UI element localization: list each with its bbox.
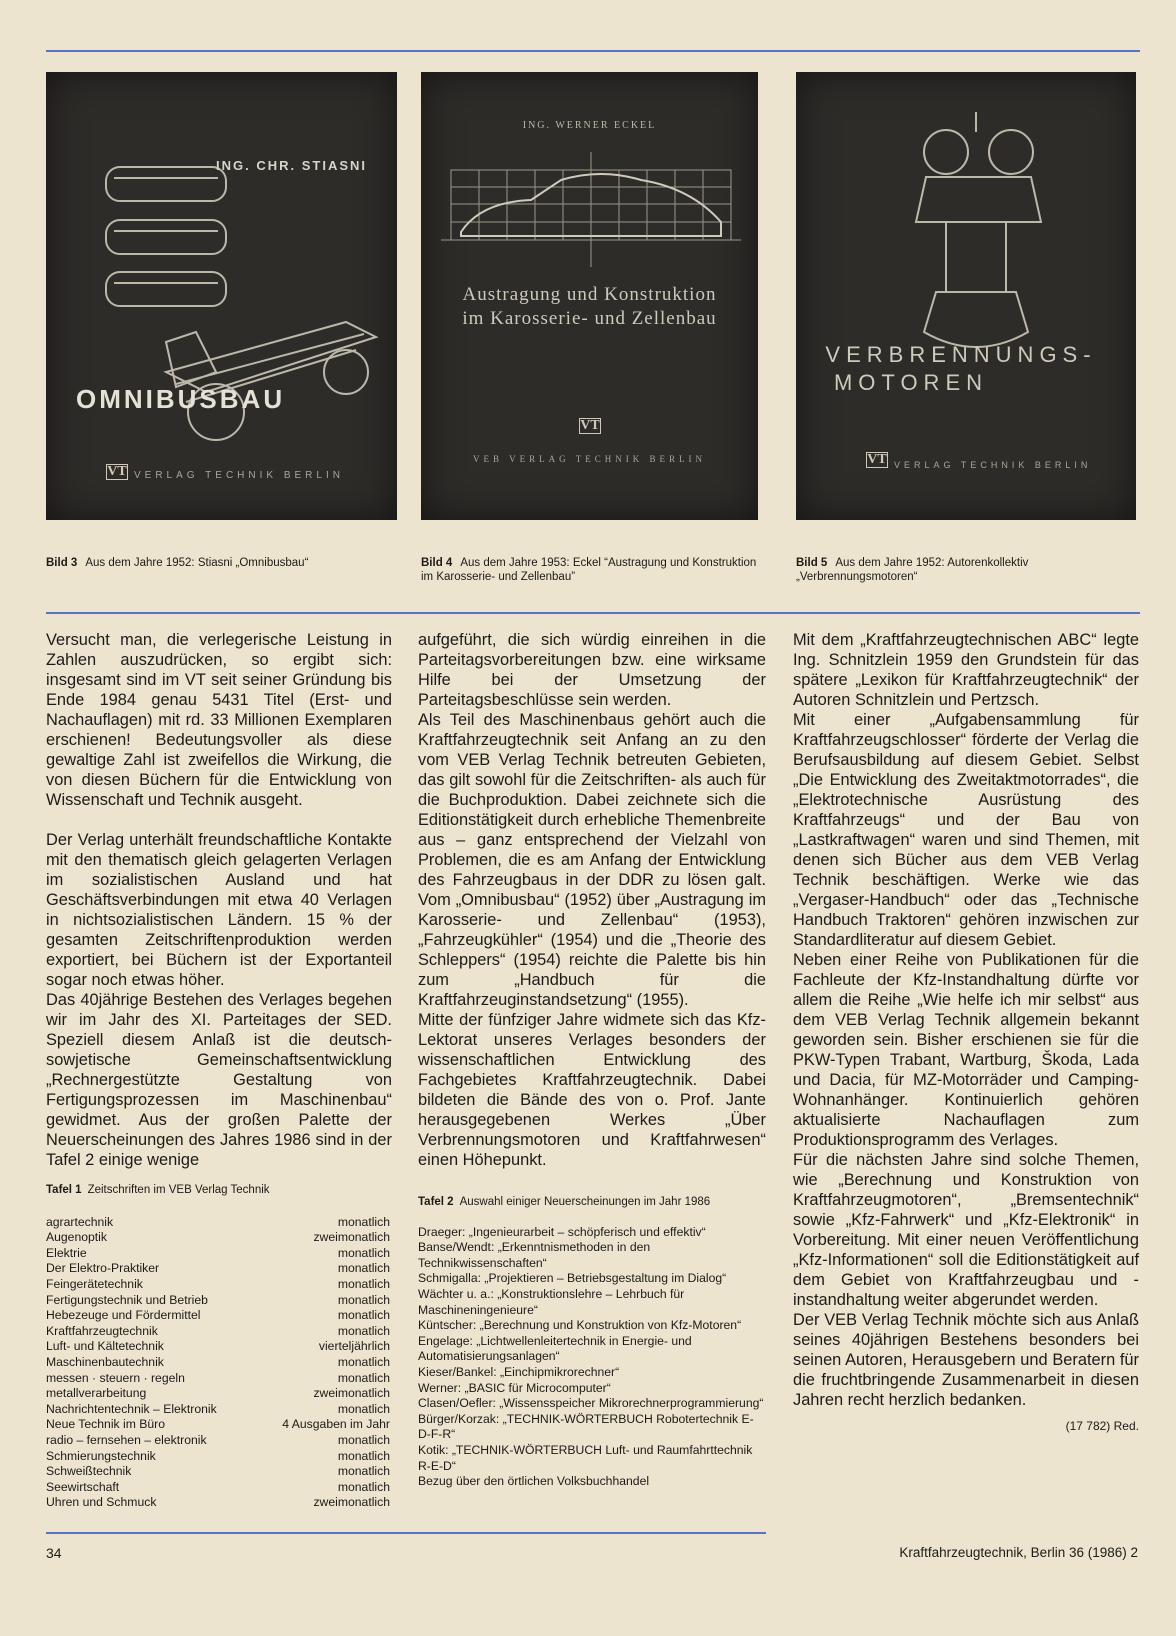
cover-title-line2: im Karosserie- und Zellenbau: [462, 308, 717, 329]
table-row: [46, 1371, 390, 1387]
paragraph: Mitte der fünfziger Jahre widmete sich das Kfz-Lektorat unseres Verlages besonders der wissenschaftlichen Entwicklung des Fachgebietes Kraftfahrzeugtechnik. Dabei bildeten die Bände des von o. Prof. Jante herausgegebenen Werkes „Über Verbrennungsmotoren und Kraftfahrwesen“ einen Höhepunkt.: [418, 1011, 766, 1169]
journal-frequency: monatlich: [337, 1292, 390, 1307]
journal-frequency: monatlich: [337, 1323, 390, 1338]
journal-name: Neue Technik im Büro: [46, 1417, 165, 1432]
paragraph: Der Verlag unterhält freundschaftliche Kontakte mit den thematisch gleich gelagerten Verlagen im sozialistischen Ausland und hat Geschäftsverbindungen mit etwa 40 Verlagen in nichtsozialistischen Ländern. 15 % der gesamten Zeitschriftenproduktion werden exportiert, bei Büchern ist der Exportanteil sogar noch etwas höher.: [46, 831, 392, 989]
list-item: Wächter u. a.: „Konstruktionslehre – Lehrbuch für Maschineningenieure“: [418, 1286, 685, 1317]
table-row: [46, 1261, 390, 1277]
paragraph: Neben einer Reihe von Publikationen für die Fachleute der Kfz-Instandhaltung dürfte vor allem die Reihe „Wie helfe ich mir selbst“ aus dem VEB Verlag Technik allgemein bekannt geworden sein. Bisher erschienen sie für die PKW-Typen Trabant, Wartburg, Škoda, Lada und Dacia, für MZ-Motorräder und Camping-Wohnanhänger. Kontinuierlich gehören aktualisierte Nachauflagen zum Produktionsprogramm des Verlages.: [793, 951, 1139, 1149]
vt-logo-icon: VT: [107, 464, 127, 479]
journal-name: messen · steuern · regeln: [46, 1370, 185, 1385]
tafel-1-table: [46, 1183, 390, 1511]
table-row: [46, 1293, 390, 1309]
paragraph: aufgeführt, die sich würdig einreihen in die Parteitagsvorbereitungen bzw. eine wirksame Hilfe bei der Umsetzung der Parteitagsbeschlüsse sein werden.: [418, 631, 766, 709]
journal-frequency: monatlich: [337, 1370, 390, 1385]
journal-name: Elektrie: [46, 1245, 87, 1260]
journal-frequency: 4 Ausgaben im Jahr: [282, 1417, 390, 1432]
table-row: [46, 1386, 390, 1402]
journal-name: Nachrichtentechnik – Elektronik: [46, 1401, 217, 1416]
paragraph: Der VEB Verlag Technik möchte sich aus Anlaß seines 40jährigen Bestehens besonders bei seinen Autoren, Herausgebern und Beratern für die fruchtbringende Zusammenarbeit in diesen Jahren recht herzlich bedanken.: [793, 1311, 1139, 1409]
middle-rule: [46, 612, 1140, 614]
book-cover-omnibusbau: [46, 72, 397, 520]
figure-caption-4: [421, 556, 758, 584]
list-item: Kieser/Bankel: „Einchipmikrorechner“: [418, 1364, 620, 1379]
table-row: [46, 1480, 390, 1496]
list-item: Bezug über den örtlichen Volksbuchhandel: [418, 1474, 650, 1489]
journal-frequency: zweimonatlich: [313, 1495, 390, 1510]
table-row: [46, 1464, 390, 1480]
caption-text: Aus dem Jahre 1952: Autorenkollektiv „Verbrennungsmotoren“: [796, 557, 1029, 583]
list-item: Bürger/Korzak: „TECHNIK-WÖRTERBUCH Robotertechnik E-D-F-R“: [418, 1411, 754, 1442]
caption-label: Bild 4: [421, 557, 453, 569]
journal-reference: Kraftfahrzeugtechnik, Berlin 36 (1986) 2: [899, 1545, 1138, 1560]
cover-publisher: VEB VERLAG TECHNIK BERLIN: [473, 454, 706, 464]
table-row: [46, 1355, 390, 1371]
paragraph: Für die nächsten Jahre sind solche Themen, wie „Berechnung und Konstruktion von Kraftfahrzeugmotoren“, „Bremsentechnik“ sowie „Kfz-Fahrwerk“ und „Kfz-Elektronik“ in Vorbereitung. Mit einer neuen Veröffentlichung „Kfz-Informationen“ soll die Editionstätigkeit auf dem Gebiet von Kraftfahrzeugbau und -instandhaltung weiter abgerundet werden.: [793, 1151, 1139, 1309]
cover-author: ING. CHR. STIASNI: [216, 158, 368, 173]
list-item: Clasen/Oefler: „Wissensspeicher Mikrorechnerprogrammierung“: [418, 1396, 764, 1411]
table-label: Tafel 2: [418, 1196, 454, 1208]
journal-frequency: monatlich: [337, 1448, 390, 1463]
figure-caption-3: [46, 556, 396, 570]
cover-author: ING. WERNER ECKEL: [522, 120, 657, 131]
text-column-2: [418, 630, 766, 1170]
cover-title-line2: MOTOREN: [833, 370, 989, 395]
paragraph: Das 40jährige Bestehen des Verlages begehen wir im Jahr des XI. Parteitages der SED. Speziell diesem Anlaß ist die deutsch-sowjetische Gemeinschaftsentwicklung „Rechnergestützte Gestaltung von Fertigungsprozessen im Maschinenbau“ gewidmet. Aus der großen Palette der Neuerscheinungen des Jahres 1986 sind in der Tafel 2 einige wenige: [46, 991, 392, 1169]
page-number: 34: [46, 1545, 62, 1561]
signature: (17 782) Red.: [1065, 1419, 1139, 1433]
journal-frequency: zweimonatlich: [313, 1386, 390, 1401]
journal-frequency: monatlich: [337, 1464, 390, 1479]
journal-name: Der Elektro-Praktiker: [46, 1261, 160, 1276]
table-row: [46, 1495, 390, 1511]
journal-frequency: monatlich: [337, 1308, 390, 1323]
table-row: [46, 1277, 390, 1293]
journal-name: Seewirtschaft: [46, 1479, 120, 1494]
text-column-3: [793, 630, 1139, 1436]
journal-name: Luft- und Kältetechnik: [46, 1339, 164, 1354]
table-rows: [46, 1215, 390, 1511]
caption-text: Aus dem Jahre 1953: Eckel “Austragung und Konstruktion im Karosserie- und Zellenbau”: [421, 557, 757, 583]
table-row: [46, 1402, 390, 1418]
journal-frequency: monatlich: [337, 1401, 390, 1416]
text-column-1: [46, 630, 392, 1170]
journal-frequency: monatlich: [337, 1354, 390, 1369]
table-label: Tafel 1: [46, 1184, 82, 1196]
journal-name: Maschinenbautechnik: [46, 1354, 164, 1369]
journal-frequency: monatlich: [337, 1276, 390, 1291]
list-item: Küntscher: „Berechnung und Konstruktion von Kfz-Motoren“: [418, 1318, 742, 1333]
journal-frequency: monatlich: [337, 1261, 390, 1276]
list-item: Kotik: „TECHNIK-WÖRTERBUCH Luft- und Raumfahrttechnik R-E-D“: [418, 1442, 753, 1473]
journal-name: Uhren und Schmuck: [46, 1495, 157, 1510]
table-row: [46, 1230, 390, 1246]
paragraph: Als Teil des Maschinenbaus gehört auch die Kraftfahrzeugtechnik seit Anfang an zu den vom VEB Verlag Technik betreuten Gebieten, das gilt sowohl für die Zeitschriften- als auch für die Buchproduktion. Dabei zeichnete sich die Editionstätigkeit durch erhebliche Themenbreite aus – ganz entsprechend der Vielzahl von Problemen, die es am Anfang der Entwicklung des Fahrzeugbaus in der DDR zu lösen galt. Vom „Omnibusbau“ (1952) über „Austragung im Karosserie- und Zellenbau“ (1953), „Fahrzeugkühler“ (1954) und die „Theorie des Schleppers“ (1954) reichte die Palette bis hin zum „Handbuch für die Kraftfahrzeuginstandsetzung“ (1955).: [418, 711, 766, 1009]
journal-name: Hebezeuge und Fördermittel: [46, 1308, 201, 1323]
list-item: Banse/Wendt: „Erkenntnismethoden in den Technikwissenschaften“: [418, 1240, 651, 1270]
list-item: Schmigalla: „Projektieren – Betriebsgestaltung im Dialog“: [418, 1271, 727, 1286]
table-row: [46, 1246, 390, 1262]
table-row: [46, 1449, 390, 1465]
bottom-rule: [46, 1532, 766, 1534]
list-item: Engelage: „Lichtwellenleitertechnik in Energie- und Automatisierungsanlagen“: [418, 1333, 692, 1364]
journal-name: radio – fernsehen – elektronik: [46, 1432, 207, 1447]
table-title-text: Zeitschriften im VEB Verlag Technik: [87, 1184, 270, 1196]
caption-label: Bild 3: [46, 557, 78, 569]
table-title-text: Auswahl einiger Neuerscheinungen im Jahr 1986: [459, 1196, 711, 1208]
cover-publisher: VERLAG TECHNIK BERLIN: [134, 470, 344, 481]
top-rule: [46, 50, 1140, 52]
caption-label: Bild 5: [796, 557, 828, 569]
caption-text: Aus dem Jahre 1952: Stiasni „Omnibusbau“: [85, 557, 309, 569]
journal-frequency: monatlich: [337, 1432, 390, 1447]
tafel-2-list: [418, 1195, 764, 1490]
journal-frequency: monatlich: [337, 1214, 390, 1229]
paragraph: Mit dem „Kraftfahrzeugtechnischen ABC“ legte Ing. Schnitzlein 1959 den Grundstein für das spätere „Lexikon für Kraftfahrzeugtechnik“ der Autoren Schnitzlein und Pertzsch.: [793, 631, 1139, 709]
journal-name: Feingerätetechnik: [46, 1276, 143, 1291]
table-row: [46, 1417, 390, 1433]
cover-publisher: VERLAG TECHNIK BERLIN: [894, 460, 1092, 470]
vt-logo-icon: VT: [580, 418, 600, 433]
journal-name: Schmierungstechnik: [46, 1448, 156, 1463]
list-item: Draeger: „Ingenieurarbeit – schöpferisch und effektiv“: [418, 1224, 706, 1239]
cover-title-line1: VERBRENNUNGS-: [825, 342, 1097, 367]
journal-frequency: monatlich: [337, 1479, 390, 1494]
table-title: [418, 1195, 764, 1211]
journal-name: Kraftfahrzeugtechnik: [46, 1323, 158, 1338]
table-title: [46, 1183, 390, 1199]
bus-chassis-illustration: [46, 72, 397, 520]
book-cover-karosseriebau: [421, 72, 758, 520]
journal-frequency: vierteljährlich: [318, 1339, 390, 1354]
table-row: [46, 1339, 390, 1355]
table-row: [46, 1324, 390, 1340]
table-row: [46, 1433, 390, 1449]
cover-title: OMNIBUSBAU: [76, 384, 286, 414]
journal-frequency: monatlich: [337, 1245, 390, 1260]
list-entries: [418, 1225, 764, 1490]
table-row: [46, 1215, 390, 1231]
journal-name: metallverarbeitung: [46, 1386, 147, 1401]
journal-frequency: zweimonatlich: [313, 1230, 390, 1245]
table-row: [46, 1308, 390, 1324]
journal-name: Fertigungstechnik und Betrieb: [46, 1292, 208, 1307]
book-cover-verbrennungsmotoren: [796, 72, 1136, 520]
journal-name: Augenoptik: [46, 1230, 107, 1245]
paragraph: Versucht man, die verlegerische Leistung in Zahlen auszudrücken, so ergibt sich: insgesamt sind im VT seit seiner Gründung bis Ende 1984 genau 5431 Titel (Erst- und Nachauflagen) mit rd. 33 Millionen Exemplaren erschienen! Bedeutungsvoller als diese gewaltige Zahl ist zweifellos die Wirkung, die von diesen Büchern für die Entwicklung von Wissenschaft und Technik ausgeht.: [46, 631, 392, 809]
journal-name: Schweißtechnik: [46, 1464, 132, 1479]
figure-caption-5: [796, 556, 1136, 584]
engine-illustration: [796, 72, 1136, 520]
cover-title-line1: Austragung und Konstruktion: [462, 284, 717, 305]
vt-logo-icon: VT: [867, 452, 887, 467]
paragraph: Mit einer „Aufgabensammlung für Kraftfahrzeugschlosser“ förderte der Verlag die Berufsausbildung auf diesem Gebiet. Selbst „Die Entwicklung des Zweitaktmotorrades“, die „Elektrotechnische Ausrüstung des Kraftfahrzeugs“ und der Bau von „Lastkraftwagen“ waren und sind Themen, mit denen sich Bücher aus dem VEB Verlag Technik beschäftigen. Werke wie das „Vergaser-Handbuch“ oder das „Technische Handbuch Traktoren“ gehören inzwischen zur Standardliteratur auf diesem Gebiet.: [793, 711, 1139, 949]
journal-name: agrartechnik: [46, 1214, 114, 1229]
list-item: Werner: „BASIC für Microcomputer“: [418, 1380, 611, 1395]
